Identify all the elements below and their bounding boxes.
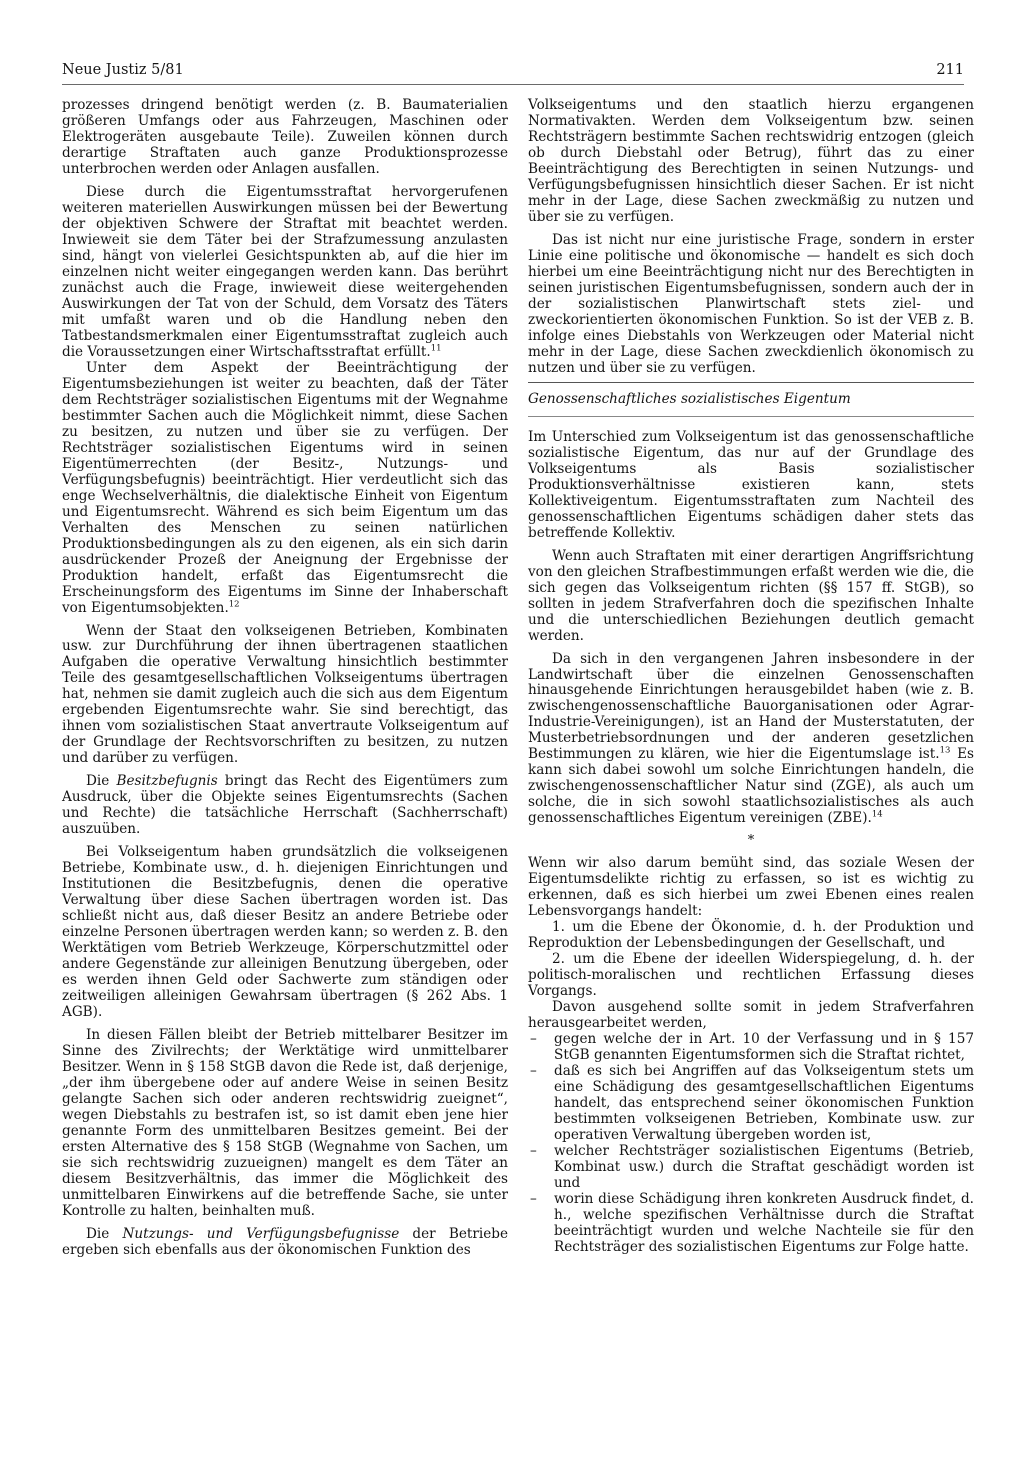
paragraph-text: Unter dem Aspekt der Beeinträchtigung der Eigentumsbeziehungen ist weiter zu beachten, daß der Täter dem Rechtsträger sozialistischen Eigentums mit der Wegnahme bestimmter Sachen auch die Möglichkeit nimmt, diese Sachen zu besitzen, zu nutzen und über sie zu verfügen. Der Rechtsträger sozialistischen Eigentums wird in seinen Eigentümerrechten (der Besitz-, Nutzungs- und Verfügungsbefugnis) beeinträchtigt. Hier verdeutlicht sich das enge Wechselverhältnis, die dialektische Einheit von Eigentum und Eigentumsrecht. Während es sich beim Eigentum um das Verhalten des Menschen zu seinen natürlichen Produktionsbedingungen als zu den eigenen, als ein sich darin ausdrückender Prozeß der Aneignung der Ergebnisse der Produktion handelt, erfaßt das Eigentumsrecht die Erscheinungsform des Eigentums im Sinne der Inhaberschaft von Eigentumsobjekten. <box>62 359 508 616</box>
left-column <box>62 97 508 1258</box>
dash-list <box>528 1031 974 1255</box>
dash-list-item: – gegen welche der in Art. 10 der Verfassung und in § 157 StGB genannten Eigentumsformen sich die Straftat richtet, <box>528 1031 974 1063</box>
running-header <box>62 62 964 85</box>
section-rule <box>528 382 974 383</box>
footnote-ref: 13 <box>939 745 951 756</box>
paragraph-text: Da sich in den vergangenen Jahren insbesondere in der Landwirtschaft über die einzelnen Genossenschaften hinausgehende Einrichtungen herausgebildet haben (wie z. B. zwischengenossenschaftliche Bauorganisationen oder Agrar-Industrie-Vereinigungen), ist an Hand der Musterstatuten, der Musterbetriebsordnungen und der anderen gesetzlichen Bestimmungen zu klären, wie hier die Eigentumslage ist. <box>528 650 974 763</box>
paragraph-text: bringt das Recht des Eigentümers zum Ausdruck, über die Objekte seines Eigentumsrechts (Sachen und Rechte) die tatsächliche Herrschaft (Sachherrschaft) auszuüben. <box>62 773 508 838</box>
paragraph: Das ist nicht nur eine juristische Frage, sondern in erster Linie eine politische und ökonomische — handelt es sich doch hierbei um eine Beeinträchtigung nicht nur des Berechtigten in seinen juristischen Eigentumsbefugnissen, sondern auch der in der sozialistischen Planwirtschaft stets ziel- und zweckorientierten ökonomischen Funktion. So ist der VEB z. B. infolge eines Diebstahls von Werkzeugen oder Material nicht mehr in der Lage, diese Sachen zweckdienlich ökonomisch zu nutzen und über sie zu verfügen. <box>528 231 974 376</box>
paragraph <box>62 773 508 837</box>
page-number: 211 <box>936 62 964 78</box>
emphasis-term: Besitzbefugnis <box>116 773 218 790</box>
section-rule <box>528 416 974 417</box>
paragraph: Bei Volkseigentum haben grundsätzlich die volkseigenen Betriebe, Kombinate usw., d. h. diejenigen Einrichtungen und Institutionen die Besitzbefugnis, denen die operative Verwaltung über diese Sachen übertragen worden ist. Das schließt nicht aus, daß dieser Besitz an andere Betriebe oder einzelne Personen übertragen werden kann; so werden z. B. den Werktätigen vom Betrieb Werkzeuge, Körperschutzmittel oder andere Gegenstände zur alleinigen Benutzung übergeben, oder es werden ihnen Geld oder Sachwerte zum ständigen oder zeitweiligen alleinigen Gewahrsam übertragen (§ 262 Abs. 1 AGB). <box>62 844 508 1021</box>
paragraph <box>62 184 508 360</box>
section-separator: * <box>747 833 755 849</box>
paragraph: Volkseigentums und den staatlich hierzu ergangenen Normativakten. Werden dem Volkseigentum bzw. seinen Rechtsträgern bestimmte Sachen rechtswidrig entzogen (gleich ob durch Diebstahl oder Betrug), führt das zu einer Beeinträchtigung des Berechtigten in seinen Nutzungs- und Verfügungsbefugnissen hinsichtlich dieser Sachen. Er ist nicht mehr in der Lage, diese Sachen zweckmäßig zu nutzen und über sie zu verfügen. <box>528 97 974 225</box>
paragraph <box>62 1226 508 1258</box>
paragraph: Im Unterschied zum Volkseigentum ist das genossenschaftliche sozialistische Eigentum, das nur auf der Grundlage des Volkseigentums als Basis sozialistischer Produktionsverhältnisse existieren kann, stets Kollektiveigentum. Eigentumsstraftaten zum Nachteil des genossenschaftlichen Eigentums schädigen daher stets das betreffende Kollektiv. <box>528 428 974 541</box>
paragraph: Wenn auch Straftaten mit einer derartigen Angriffsrichtung von den gleichen Strafbestimmungen erfaßt werden wie die, die sich gegen das Volkseigentum richten (§§ 157 ff. StGB), so sollten in jedem Strafverfahren doch die spezifischen Inhalte und die unterschiedlichen Beziehungen deutlich gemacht werden. <box>528 547 974 644</box>
emphasis-term: Nutzungs- und Verfügungsbefugnisse <box>122 1225 400 1242</box>
list-item: 1. um die Ebene der Ökonomie, d. h. der Produktion und Reproduktion der Lebensbedingungen der Gesellschaft, und <box>528 919 974 952</box>
footnote-ref: 11 <box>430 343 442 354</box>
right-column <box>528 97 974 1255</box>
paragraph: In diesen Fällen bleibt der Betrieb mittelbarer Besitzer im Sinne des Zivilrechts; der Werktätige wird unmittelbarer Besitzer. Wenn in § 158 StGB davon die Rede ist, daß derjenige, „der ihm übergebene oder auf andere Weise in seinen Besitz gelangte Sachen sich oder anderen rechtswidrig zueignet“, wegen Diebstahls zu bestrafen ist, so ist damit eben jene hier genannte Form des unmittelbaren Besitzes gemeint. Bei der ersten Alternative des § 158 StGB (Wegnahme von Sachen, um sie sich rechtswidrig zuzueignen) mangelt es dem Täter an diesem Besitzverhältnis, das immer die Möglichkeit des unmittelbaren Einwirkens auf die betreffende Sache, sie unter Kontrolle zu halten, beinhalten muß. <box>62 1027 508 1219</box>
paragraph <box>528 651 974 827</box>
paragraph: prozesses dringend benötigt werden (z. B. Baumaterialien größeren Umfangs oder aus Fahrzeugen, Maschinen oder Elektrogeräten ausgebaute Teile). Zuweilen können durch derartige Straftaten auch ganze Produktionsprozesse unterbrochen werden oder Anlagen ausfallen. <box>62 97 508 177</box>
paragraph: Wenn der Staat den volkseigenen Betrieben, Kombinaten usw. zur Durchführung der ihnen übertragenen staatlichen Aufgaben die operative Verwaltung hinsichtlich bestimmter Teile des gesamtgesellschaftlichen Volkseigentums übertragen hat, nehmen sie damit zugleich auch die sich aus dem Eigentum ergebenden Eigentumsrechte wahr. Sie sind berechtigt, das ihnen vom sozialistischen Staat anvertraute Volkseigentum auf der Grundlage der Rechtsvorschriften zu besitzen, zu nutzen und darüber zu verfügen. <box>62 622 508 767</box>
footnote-ref: 12 <box>228 598 240 609</box>
paragraph: Wenn wir also darum bemüht sind, das soziale Wesen der Eigentumsdelikte richtig zu erfassen, so ist es wichtig zu erkennen, daß es sich hierbei um zwei Ebenen eines realen Lebensvorgangs handelt: <box>528 855 974 920</box>
section-heading: Genossenschaftliches sozialistisches Eigentum <box>528 390 851 407</box>
dash-list-item: – worin diese Schädigung ihren konkreten Ausdruck findet, d. h., welche spezifischen Verhältnisse durch die Straftat beeinträchtigt wurden und welche Nachteile sie für den Rechtsträger des sozialistischen Eigentums zur Folge hatte. <box>528 1191 974 1255</box>
journal-title: Neue Justiz 5/81 <box>62 62 184 78</box>
paragraph: Davon ausgehend sollte somit in jedem Strafverfahren herausgearbeitet werden, <box>528 999 974 1032</box>
dash-list-item: – daß es sich bei Angriffen auf das Volkseigentum stets um eine Schädigung des gesamtgesellschaftlichen Eigentums handelt, das entsprechend seiner ökonomischen Funktion bestimmten volkseigenen Betrieben, Kombinate usw. zur operativen Verwaltung übergeben worden ist, <box>528 1063 974 1143</box>
paragraph-text: Es kann sich dabei sowohl um solche Einrichtungen handeln, die zwischengenossenschaftlicher Natur sind (ZGE), als auch um solche, die in sich sowohl staatlichsozialistisches als auch genossenschaftliches Eigentum vereinigen (ZBE). <box>528 746 974 827</box>
paragraph-text: Die <box>86 1225 123 1242</box>
footnote-ref: 14 <box>871 809 883 820</box>
dash-list-item: – welcher Rechtsträger sozialistischen Eigentums (Betrieb, Kombinat usw.) durch die Straftat geschädigt worden ist und <box>528 1143 974 1191</box>
list-item: 2. um die Ebene der ideellen Widerspiegelung, d. h. der politisch-moralischen und rechtlichen Erfassung dieses Vorgangs. <box>528 951 974 1000</box>
paragraph-text: der Betriebe ergeben sich ebenfalls aus der ökonomischen Funktion des <box>62 1225 508 1258</box>
paragraph-text: Die <box>86 773 117 790</box>
paragraph-text: Diese durch die Eigentumsstraftat hervorgerufenen weiteren materiellen Auswirkungen müssen bei der Bewertung der objektiven Schwere der Straftat mit beachtet werden. Inwieweit sie dem Täter bei der Strafzumessung anzulasten sind, hängt von vielerlei Gesichtspunkten ab, auf die hier im einzelnen nicht weiter eingegangen werden kann. Das berührt zunächst auch die Frage, inwieweit diese weitergehenden Auswirkungen der Tat von der Schuld, dem Vorsatz des Täters mit umfaßt waren und ob die Handlung neben den Tatbestandsmerkmalen einer Eigentumsstraftat zugleich auch die Voraussetzungen einer Wirtschaftsstraftat erfüllt. <box>62 183 508 360</box>
paragraph <box>62 360 508 616</box>
